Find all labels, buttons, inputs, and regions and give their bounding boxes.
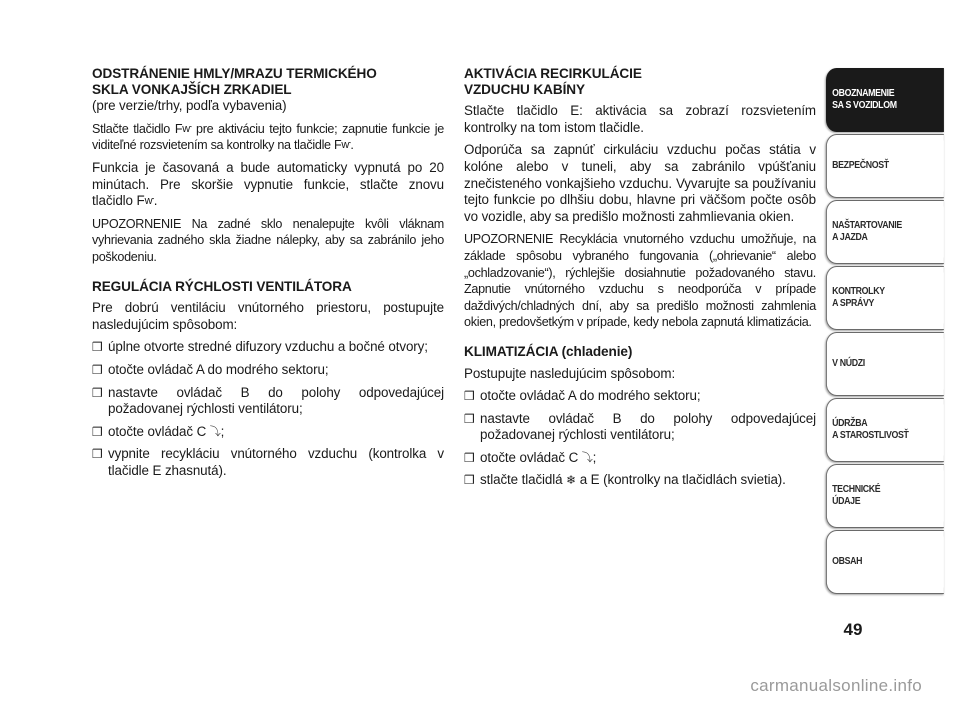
paragraph: Funkcia je časovaná a bude automaticky vypnutá po 20 minútach. Pre skoršie vypnutie funkcie, stlačte znovu tlačidlo Fⱳ. xyxy=(92,159,444,209)
defrost-icon: ⱳ xyxy=(144,195,154,208)
section-subheading: (pre verzie/trhy, podľa vybavenia) xyxy=(92,98,287,114)
defrost-icon: ⱳ xyxy=(182,122,192,135)
list-item: ❒ otočte ovládač C ⤵; xyxy=(464,449,597,465)
list-item: ❒ nastavte ovládač B do polohy odpovedajúcej požadovanej rýchlosti ventilátoru; xyxy=(464,410,816,443)
list-item: ❒ nastavte ovládač B do polohy odpovedajúcej požadovanej rýchlosti ventilátoru; xyxy=(92,384,444,417)
paragraph: Odporúča sa zapnúť cirkuláciu vzduchu počas státia v kolóne alebo v tuneli, aby sa zabránilo vpúšťaniu znečisteného vonkajšieho vzduchu. Vyvarujte sa používaniu tejto funkcie po dlhšiu dobu, hlavne pri väčšom počte osôb vo vozidle, aby sa predišlo možnosti zahmlievania okien. xyxy=(464,142,816,224)
left-column xyxy=(92,66,444,479)
list-item: ❒ otočte ovládač A do modrého sektoru; xyxy=(92,361,329,377)
list-item: ❒ úplne otvorte stredné difuzory vzduchu a bočné otvory; xyxy=(92,339,428,355)
tab-technical-data[interactable]: TECHNICKÉ ÚDAJE xyxy=(826,464,944,528)
instruction-list xyxy=(92,339,444,479)
list-item: ❒ otočte ovládač A do modrého sektoru; xyxy=(464,388,701,404)
section-heading-mirror-defrost: ODSTRÁNENIE HMLY/MRAZU TERMICKÉHO SKLA VONKAJŠÍCH ZRKADIEL xyxy=(92,66,377,97)
tab-warning-lights[interactable]: KONTROLKY A SPRÁVY xyxy=(826,266,944,330)
list-item: ❒ vypnite recykláciu vnútorného vzduchu (kontrolka v tlačidle E zhasnutá). xyxy=(92,446,444,478)
page-number: 49 xyxy=(843,620,863,639)
tab-starting-driving[interactable]: NAŠTARTOVANIE A JAZDA xyxy=(826,200,944,264)
section-heading-air-conditioning: KLIMATIZÁCIA (chladenie) xyxy=(464,343,633,359)
section-heading-fan-speed: REGULÁCIA RÝCHLOSTI VENTILÁTORA xyxy=(92,278,352,294)
warning-paragraph: UPOZORNENIE Recyklácia vnutorného vzduchu umožňuje, na základe spôsobu vybraného fungovania („ohrievanie“ alebo „ochladzovanie“), rýchlejšie dosiahnutie požadovaného stavu. Zapnutie vnútorného vzduchu s neodporúča v prípade daždivých/chladných dní, aby sa predišlo možnosti zahmlenia okien, predovšetkým v prípade, kedy nebola zapnutá klimatizácia. xyxy=(464,232,816,330)
paragraph: Stlačte tlačidlo E: aktivácia sa zobrazí rozsvietením kontrolky na tom istom tlačidle. xyxy=(464,103,816,135)
list-item: ❒ otočte ovládač C ⤵; xyxy=(92,423,225,439)
defrost-icon: ⱳ xyxy=(341,139,351,152)
air-distribution-icon: ⤵ xyxy=(581,451,593,464)
snowflake-icon: ❄ xyxy=(566,473,577,488)
bullet-icon: ❒ xyxy=(464,473,475,488)
air-distribution-icon: ⤵ xyxy=(209,425,221,438)
bullet-icon: ❒ xyxy=(92,424,103,439)
paragraph: Stlačte tlačidlo Fⱳ pre aktiváciu tejto funkcie; zapnutie funkcie je viditeľné rozsvietením sa kontrolky na tlačidle Fⱳ. xyxy=(92,121,444,153)
bullet-icon: ❒ xyxy=(92,340,103,355)
watermark: carmanualsonline.info xyxy=(750,676,922,695)
chapter-tabs xyxy=(826,68,960,596)
tab-maintenance[interactable]: ÚDRŽBA A STAROSTLIVOSŤ xyxy=(826,398,944,462)
right-column xyxy=(464,66,816,489)
paragraph: Pre dobrú ventiláciu vnútorného priestoru, postupujte nasledujúcim spôsobom: xyxy=(92,300,444,332)
bullet-icon: ❒ xyxy=(92,385,103,400)
bullet-icon: ❒ xyxy=(464,450,475,465)
tab-getting-to-know[interactable]: OBOZNAMENIE SA S VOZIDLOM xyxy=(826,68,944,132)
bullet-icon: ❒ xyxy=(92,362,103,377)
section-heading-recirculation: AKTIVÁCIA RECIRKULÁCIE VZDUCHU KABÍNY xyxy=(464,66,642,97)
paragraph: Postupujte nasledujúcim spôsobom: xyxy=(464,365,676,381)
tab-safety[interactable]: BEZPEČNOSŤ xyxy=(826,134,944,198)
bullet-icon: ❒ xyxy=(464,411,475,426)
warning-paragraph: UPOZORNENIE Na zadné sklo nenalepujte kvôli vláknam vyhrievania zadného skla žiadne nálepky, aby sa zabránilo jeho poškodeniu. xyxy=(92,216,444,264)
tab-emergency[interactable]: V NÚDZI xyxy=(826,332,944,396)
bullet-icon: ❒ xyxy=(92,447,103,462)
bullet-icon: ❒ xyxy=(464,389,475,404)
instruction-list xyxy=(464,388,816,489)
tab-index[interactable]: OBSAH xyxy=(826,530,944,594)
list-item: ❒ stlačte tlačidlá ❄ a E (kontrolky na tlačidlách svietia). xyxy=(464,472,786,488)
